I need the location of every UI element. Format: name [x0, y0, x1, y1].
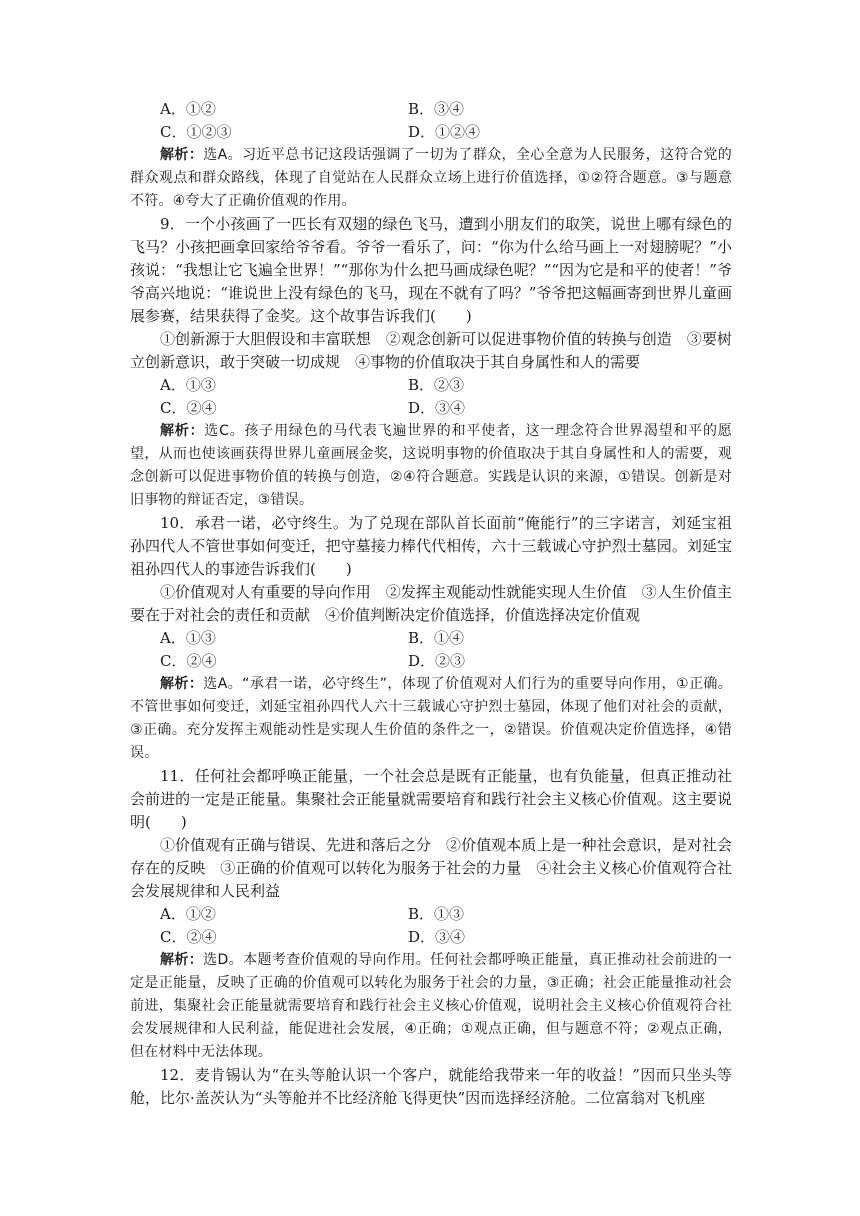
q10-option-a: A．①③ — [160, 629, 216, 647]
q8-option-a: A．①② — [160, 100, 216, 118]
q10-stem: 10．承君一诺，必守终生。为了兑现在部队首长面前“俺能行”的三字诺言，刘延宝祖孙四代人不管世事如何变迁，把守墓接力棒代代相传，六十三载诚心守护烈士墓园。刘延宝祖孙四代人的事迹告诉我们( ) — [130, 514, 732, 578]
q10-analysis-label: 解析： — [160, 676, 204, 692]
q9-stem: 9．一个小孩画了一匹长有双翅的绿色飞马，遭到小朋友们的取笑，说世上哪有绿色的飞马？小孩把画拿回家给爷爷看。爷爷一看乐了，问：“你为什么给马画上一对翅膀呢？”小孩说：“我想让它飞遍全世界！”“那你为什么把马画成绿色呢？”“因为它是和平的使者！”爷爷高兴地说：“谁说世上没有绿色的飞马，现在不就有了吗？”爷爷把这幅画寄到世界儿童画展参赛，结果获得了金奖。这个故事告诉我们( ) — [130, 215, 732, 325]
q9-options-row-2 — [130, 397, 732, 420]
q10-option-c: C．②④ — [160, 652, 217, 670]
q11-option-a: A．①② — [160, 905, 216, 923]
q8-options-row-1 — [130, 98, 732, 121]
q8-analysis-label: 解析： — [160, 147, 204, 163]
q10-analysis-text: 选A。“承君一诺，必守终生”，体现了价值观对人们行为的重要导向作用，①正确。不管世事如何变迁，刘延宝祖孙四代人六十三载诚心守护烈士墓园，体现了他们对社会的贡献，③正确。充分发挥主观能动性是实现人生价值的条件之一，②错误。价值观决定价值选择，④错误。 — [130, 676, 732, 761]
q8-option-d: D．①②④ — [408, 123, 481, 141]
q10-options-row-1 — [130, 627, 732, 650]
q10-statements: ①价值观对人有重要的导向作用 ②发挥主观能动性就能实现人生价值 ③人生价值主要在于对社会的责任和贡献 ④价值判断决定价值选择，价值选择决定价值观 — [130, 583, 732, 624]
q10-options-row-2 — [130, 650, 732, 673]
q9-analysis-text: 选C。孩子用绿色的马代表飞遍世界的和平使者，这一理念符合世界渴望和平的愿望，从而也使该画获得世界儿童画展金奖，这说明事物的价值取决于其自身属性和人的需要，观念创新可以促进事物价值的转换与创造，②④符合题意。实践是认识的来源，①错误。创新是对旧事物的辩证否定，③错误。 — [130, 423, 732, 508]
q11-option-b: B．①③ — [408, 905, 465, 923]
q11-stem: 11．任何社会都呼唤正能量，一个社会总是既有正能量，也有负能量，但真正推动社会前进的一定是正能量。集聚社会正能量就需要培育和践行社会主义核心价值观。这主要说明( ) — [130, 767, 732, 831]
q10-option-d: D．②③ — [408, 652, 466, 670]
document-page — [130, 98, 732, 1110]
q11-analysis — [130, 949, 732, 1064]
q11-options-row-1 — [130, 903, 732, 926]
q9-statements: ①创新源于大胆假设和丰富联想 ②观念创新可以促进事物价值的转换与创造 ③要树立创新意识，敢于突破一切成规 ④事物的价值取决于其自身属性和人的需要 — [130, 330, 732, 371]
q9-option-a: A．①③ — [160, 376, 216, 394]
q11-options-row-2 — [130, 926, 732, 949]
q11-analysis-label: 解析： — [160, 952, 204, 968]
q11-option-d: D．③④ — [408, 928, 466, 946]
q8-option-c: C．①②③ — [160, 123, 232, 141]
q11-analysis-text: 选D。本题考查价值观的导向作用。任何社会都呼唤正能量，真正推动社会前进的一定是正能量，反映了正确的价值观可以转化为服务于社会的力量，③正确；社会正能量推动社会前进，集聚社会正能量就需要培育和践行社会主义核心价值观，说明社会主义核心价值观符合社会发展规律和人民利益，能促进社会发展，④正确；①观点正确，但与题意不符；②观点正确，但在材料中无法体现。 — [130, 952, 732, 1060]
q11-statements: ①价值观有正确与错误、先进和落后之分 ②价值观本质上是一种社会意识，是对社会存在的反映 ③正确的价值观可以转化为服务于社会的力量 ④社会主义核心价值观符合社会发展规律和人民利益 — [130, 836, 732, 900]
q9-analysis-label: 解析： — [160, 423, 205, 439]
q9-options-row-1 — [130, 374, 732, 397]
q9-analysis — [130, 420, 732, 512]
q8-analysis — [130, 144, 732, 213]
q9-option-c: C．②④ — [160, 399, 217, 417]
q10-option-b: B．①④ — [408, 629, 465, 647]
q8-analysis-text: 选A。习近平总书记这段话强调了一切为了群众，全心全意为人民服务，这符合党的群众观点和群众路线，体现了自觉站在人民群众立场上进行价值选择，①②符合题意。③与题意不符。④夸大了正确价值观的作用。 — [130, 147, 732, 209]
q8-options-row-2 — [130, 121, 732, 144]
q12-stem: 12．麦肯锡认为“在头等舱认识一个客户，就能给我带来一年的收益！”因而只坐头等舱，比尔·盖茨认为“头等舱并不比经济舱飞得更快”因而选择经济舱。二位富翁对飞机座 — [130, 1066, 732, 1107]
q9-option-b: B．②③ — [408, 376, 465, 394]
q9-option-d: D．③④ — [408, 399, 466, 417]
q11-option-c: C．②④ — [160, 928, 217, 946]
q8-option-b: B．③④ — [408, 100, 465, 118]
q10-analysis — [130, 673, 732, 765]
